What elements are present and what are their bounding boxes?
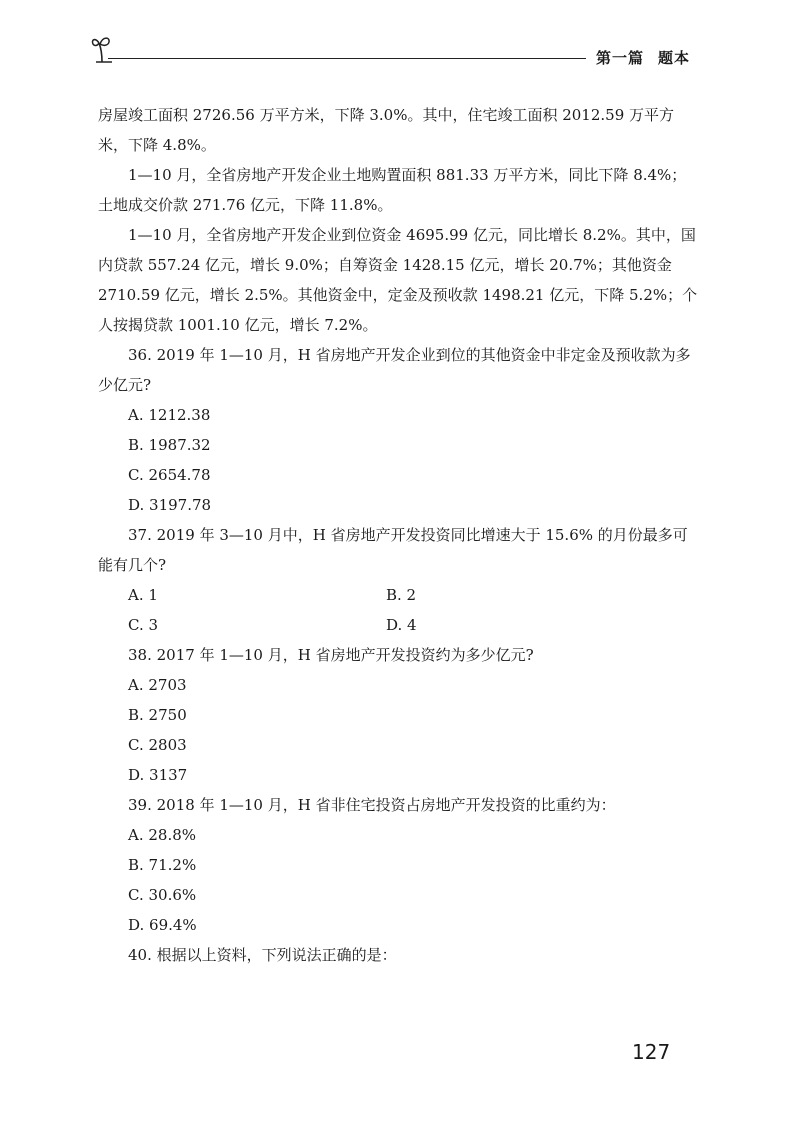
question-37-option-d: D. 4 [386, 616, 417, 634]
question-38-option-c: C. 2803 [128, 736, 187, 754]
paragraph-completion: 房屋竣工面积 2726.56 万平方米，下降 3.0%。其中，住宅竣工面积 2012.59 万平方米，下降 4.8%。 [98, 106, 675, 154]
section-title [596, 47, 690, 68]
question-39-option-c: C. 30.6% [128, 886, 197, 904]
sprout-icon [90, 34, 116, 64]
question-36-option-c: C. 2654.78 [128, 466, 211, 484]
page-content [98, 100, 698, 970]
paragraph-funds: 1—10 月，全省房地产开发企业到位资金 4695.99 亿元，同比增长 8.2%。其中，国内贷款 557.24 亿元，增长 9.0%；自筹资金 1428.15 亿元，增长 20.7%；其他资金 2710.59 亿元，增长 2.5%。其他资金中，定金及预收款 1498.21 亿元，下降 5.2%；个人按揭贷款 1001.10 亿元，增长 7.2%。 [98, 226, 698, 334]
question-37-option-c: C. 3 [128, 616, 159, 634]
paragraph-land: 1—10 月，全省房地产开发企业土地购置面积 881.33 万平方米，同比下降 8.4%；土地成交价款 271.76 亿元，下降 11.8%。 [98, 166, 687, 214]
section-label: 题本 [657, 49, 690, 67]
question-36-option-d: D. 3197.78 [128, 496, 212, 514]
question-38-option-b: B. 2750 [128, 706, 187, 724]
question-39-option-a: A. 28.8% [128, 826, 197, 844]
question-37-option-b: B. 2 [386, 586, 417, 604]
question-37-stem: 37. 2019 年 3—10 月中，H 省房地产开发投资同比增速大于 15.6% 的月份最多可能有几个? [98, 526, 688, 574]
question-40-stem: 40. 根据以上资料，下列说法正确的是： [128, 946, 397, 964]
header-rule [108, 58, 586, 59]
question-39-option-d: D. 69.4% [128, 916, 197, 934]
question-38-option-a: A. 2703 [128, 676, 187, 694]
question-38-stem: 38. 2017 年 1—10 月，H 省房地产开发投资约为多少亿元? [128, 646, 534, 664]
page-header [90, 34, 690, 74]
question-38-option-d: D. 3137 [128, 766, 188, 784]
question-37-option-a: A. 1 [128, 586, 158, 604]
question-36-option-b: B. 1987.32 [128, 436, 211, 454]
question-36-option-a: A. 1212.38 [128, 406, 211, 424]
part-label: 第一篇 [595, 49, 644, 67]
question-39-stem: 39. 2018 年 1—10 月，H 省非住宅投资占房地产开发投资的比重约为： [128, 796, 616, 814]
page-number: 127 [632, 1040, 671, 1064]
question-37-options-row-1 [98, 580, 698, 610]
question-37-options-row-2 [98, 610, 698, 640]
question-36-stem: 36. 2019 年 1—10 月，H 省房地产开发企业到位的其他资金中非定金及预收款为多少亿元? [98, 346, 691, 394]
question-39-option-b: B. 71.2% [128, 856, 197, 874]
